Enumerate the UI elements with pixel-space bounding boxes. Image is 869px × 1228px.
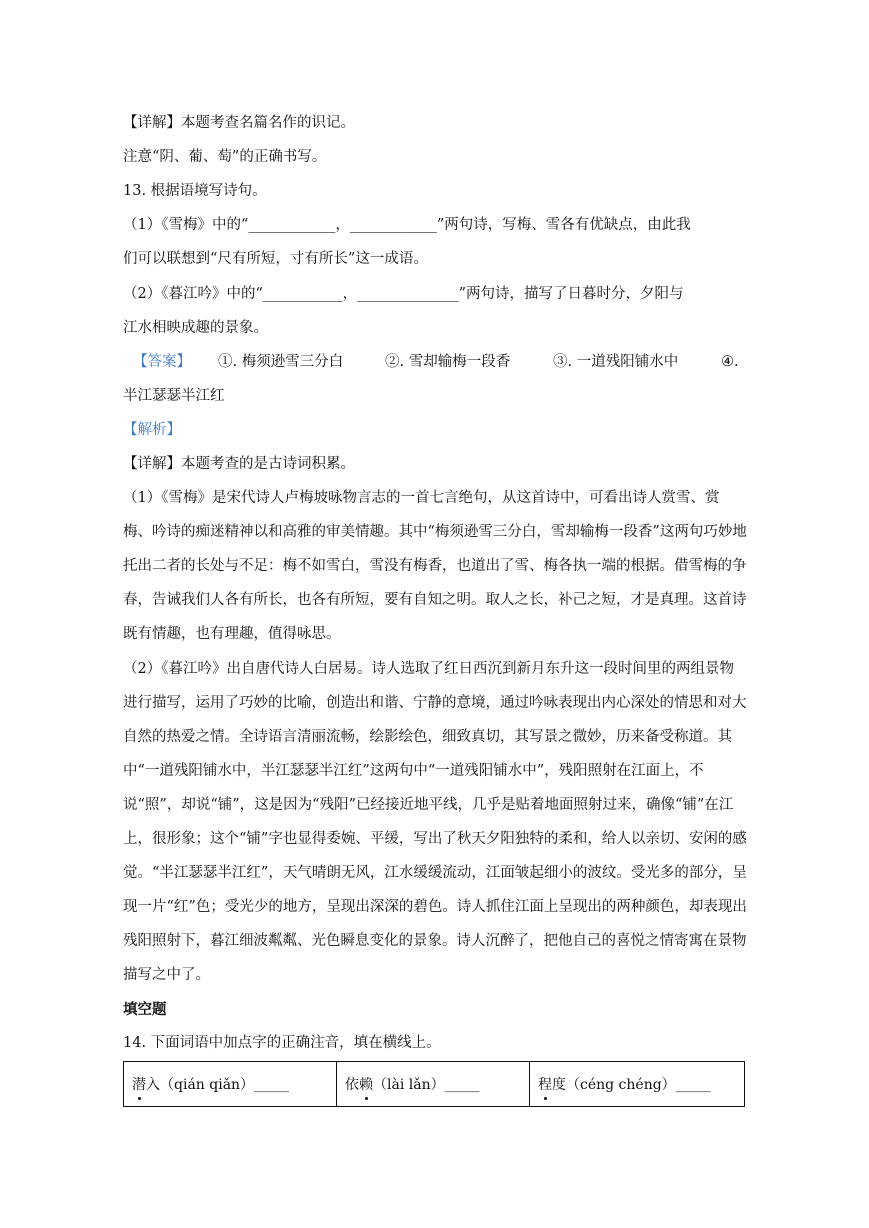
section-heading: 填空题 [123, 1001, 167, 1018]
answer-2: ②. 雪却输梅一段香 [385, 354, 511, 370]
table-row [124, 1062, 745, 1107]
explanation-2: （2）《暮江吟》出自唐代诗人白居易。诗人选取了红日西沉到新月东升这一段时间里的两组景物进行描写，运用了巧妙的比喻，创造出和谐、宁静的意境，通过吟咏表现出内心深处的情思和对大自然的热爱之情。全诗语言清丽流畅，绘影绘色，细致真切，其写景之微妙，历来备受称道。其中“一道残阳铺水中，半江瑟瑟半江红”这两句中“一道残阳铺水中”，残阳照射在江面上，不说“照”，却说“铺”，这是因为“残阳”已经接近地平线，几乎是贴着地面照射过来，确像“铺”在江上，很形象；这个“铺”字也显得委婉、平缓，写出了秋天夕阳独特的柔和，给人以亲切、安闲的感觉。“半江瑟瑟半江红”，天气晴朗无风，江水缓缓流动，江面皱起细小的波纹。受光多的部分，呈现一片“红”色；受光少的地方，呈现出深深的碧色。诗人抓住江面上呈现出的两种颜色，却表现出残阳照射下，暮江细波粼粼、光色瞬息变化的景象。诗人沉醉了，把他自己的喜悦之情寄寓在景物描写之中了。 [123, 661, 747, 983]
pinyin-cell-2 [337, 1062, 530, 1107]
dotted-char: 程 [538, 1074, 552, 1094]
explanation-1: （1）《雪梅》是宋代诗人卢梅坡咏物言志的一首七言绝句，从这首诗中，可看出诗人赏雪、赏梅、吟诗的痴迷精神以和高雅的审美情趣。其中“梅须逊雪三分白，雪却输梅一段香”这两句巧妙地托出二者的长处与不足：梅不如雪白，雪没有梅香，也道出了雪、梅各执一端的根据。借雪梅的争春，告诫我们人各有所长，也各有所短，要有自知之明。取人之长，补己之短，才是真理。这首诗既有情趣，也有理趣，值得咏思。 [123, 490, 747, 642]
cell-text: （lài lǎn）_____ [373, 1077, 480, 1093]
q13-part2-line2: 江水相映成趣的景象。 [123, 320, 268, 336]
question-14-title: 14. 下面词语中加点字的正确注音，填在横线上。 [123, 1035, 441, 1051]
q13-part1-line1: （1）《雪梅》中的“____________，____________”两句诗，写梅、雪各有优缺点，由此我 [123, 217, 691, 233]
cell-text: 入（qián qiǎn）_____ [146, 1077, 290, 1093]
cell-prefix: 依 [345, 1077, 359, 1093]
detail-line: 【详解】本题考查名篇名作的识记。 [123, 115, 355, 131]
note-line: 注意“阴、葡、萄”的正确书写。 [123, 149, 327, 165]
question-13-title: 13. 根据语境写诗句。 [123, 183, 267, 199]
pinyin-cell-3 [530, 1062, 745, 1107]
answer-3: ③. 一道残阳铺水中 [553, 354, 679, 370]
q13-part1-line2: 们可以联想到“尺有所短，寸有所长”这一成语。 [123, 251, 428, 267]
answer-4-marker: ④. [721, 354, 739, 370]
dotted-char: 潜 [132, 1074, 146, 1094]
analysis-tag: 【解析】 [123, 422, 181, 438]
q13-part2-line1: （2）《暮江吟》中的“___________，______________”两句诗，描写了日暮时分，夕阳与 [123, 286, 684, 302]
pinyin-cell-1 [124, 1062, 337, 1107]
cell-text: 度（céng chéng）_____ [552, 1077, 711, 1093]
q13-detail-line: 【详解】本题考查的是古诗词积累。 [123, 456, 355, 472]
answer-4-text: 半江瑟瑟半江红 [123, 388, 225, 404]
dotted-char: 赖 [359, 1074, 373, 1094]
answer-tag: 【答案】 [133, 354, 191, 370]
answer-1: ①. 梅须逊雪三分白 [218, 354, 344, 370]
pinyin-table [123, 1061, 745, 1107]
